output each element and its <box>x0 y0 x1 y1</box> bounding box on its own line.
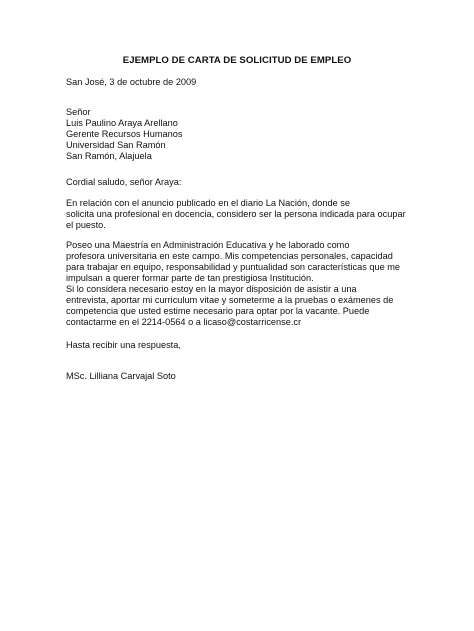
paragraph-line: Si lo considera necesario estoy en la mayor disposición de asistir a una <box>66 284 357 294</box>
paragraph-line: contactarme en el 2214-0564 o a licaso@costarricense.cr <box>66 317 302 327</box>
recipient-line: San Ramón, Alajuela <box>66 151 152 161</box>
paragraph-line: el puesto. <box>66 220 106 230</box>
recipient-line: Señor <box>66 107 91 117</box>
paragraph-line: competencia que usted estime necesario para optar por la vacante. Puede <box>66 306 370 316</box>
letter-title: EJEMPLO DE CARTA DE SOLICITUD DE EMPLEO <box>122 55 352 66</box>
paragraph-1 <box>66 198 406 231</box>
paragraph-line: Poseo una Maestría en Administración Educativa y he laborado como <box>66 240 350 250</box>
paragraph-line: entrevista, aportar mi curriculum vitae y someterme a la pruebas o exámenes de <box>66 295 394 305</box>
recipient-line: Gerente Recursos Humanos <box>66 129 183 139</box>
paragraph-2 <box>66 240 400 328</box>
recipient-line: Universidad San Ramón <box>66 140 166 150</box>
paragraph-line: profesora universitaria en este campo. Mis competencias personales, capacidad <box>66 251 393 261</box>
recipient-line: Luis Paulino Araya Arellano <box>66 118 178 128</box>
closing-line: Hasta recibir una respuesta, <box>66 340 181 350</box>
paragraph-line: solicita una profesional en docencia, considero ser la persona indicada para ocupar <box>66 209 406 219</box>
salutation: Cordial saludo, señor Araya: <box>66 177 182 187</box>
signature-name: MSc. Lilliana Carvajal Soto <box>66 371 176 381</box>
letter-date: San José, 3 de octubre de 2009 <box>66 77 197 87</box>
paragraph-line: En relación con el anuncio publicado en el diario La Nación, donde se <box>66 198 350 208</box>
paragraph-line: para trabajar en equipo, responsabilidad y puntualidad son características que me <box>66 262 401 272</box>
paragraph-line: impulsan a querer formar parte de tan prestigiosa Institución. <box>66 273 314 283</box>
recipient-block <box>66 107 182 162</box>
